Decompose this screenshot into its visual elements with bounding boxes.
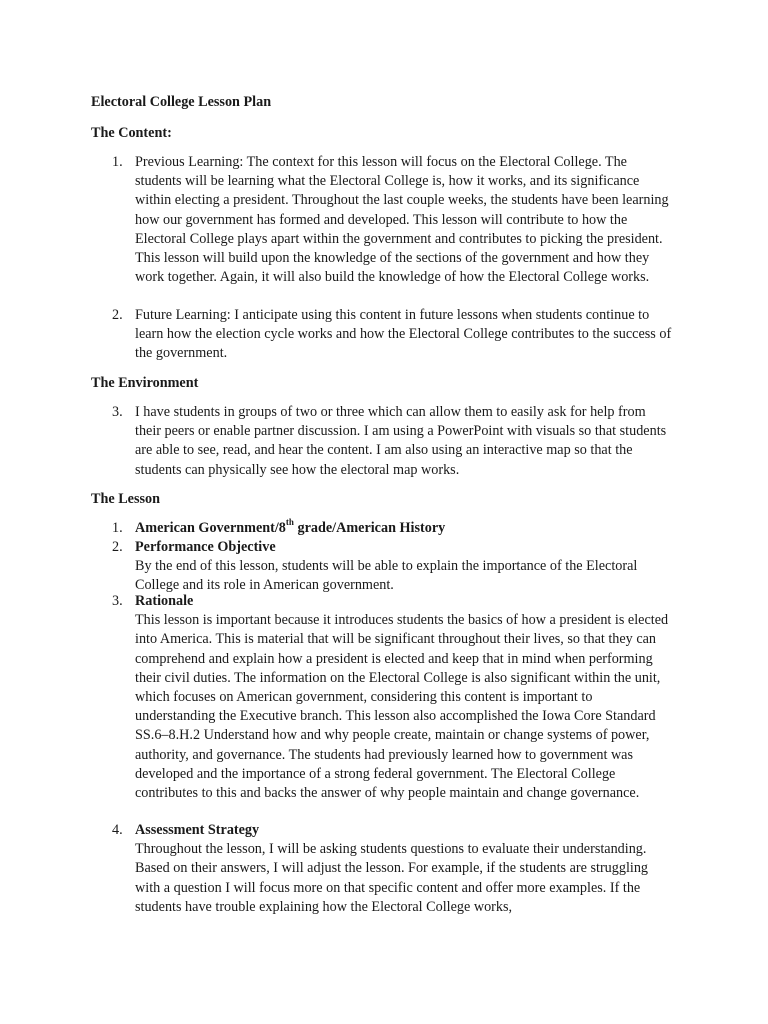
list-item	[112, 821, 672, 917]
list-item-body	[135, 592, 672, 803]
list-item-title: Performance Objective	[135, 539, 276, 555]
list-item-title: Assessment Strategy	[135, 822, 260, 838]
list-item	[112, 153, 672, 287]
list-item-text: Future Learning: I anticipate using this content in future lessons when students continue to learn how the election cycle works and how the Electoral College contributes to the success of the government.	[135, 307, 672, 362]
list-item-title: Rationale	[135, 593, 194, 609]
list-item-body	[135, 538, 672, 596]
title-text: American Government/8	[135, 520, 286, 536]
document-title: Electoral College Lesson Plan	[91, 94, 272, 110]
title-text: grade/American History	[293, 520, 446, 536]
list-item-text: Previous Learning: The context for this lesson will focus on the Electoral College. The students will be learning what the Electoral College is, how it works, and its significance within electing a president. Throughout the last couple weeks, the students have been learning how our government has formed and developed. This lesson will contribute to how the Electoral College plays apart within the government and contributes to picking the president. This lesson will build upon the knowledge of the sections of the government and how they work together. Again, it will also build the knowledge of how the Electoral College works.	[135, 154, 669, 286]
list-item	[112, 519, 672, 538]
section-heading-environment: The Environment	[91, 375, 199, 391]
list-item-text: By the end of this lesson, students will be able to explain the importance of the Electoral College and its role in American government.	[135, 558, 638, 594]
list-item	[112, 403, 672, 480]
title-superscript: th	[285, 517, 294, 528]
list-number: 2.	[112, 539, 123, 555]
list-item	[112, 306, 672, 364]
section-heading-content: The Content:	[91, 125, 172, 141]
list-number: 2.	[112, 307, 123, 323]
list-number: 1.	[112, 520, 123, 536]
list-item-body	[135, 821, 672, 917]
list-number: 3.	[112, 404, 123, 420]
section-heading-lesson: The Lesson	[91, 491, 160, 507]
list-number: 1.	[112, 154, 123, 170]
list-item	[112, 592, 672, 803]
list-number: 4.	[112, 822, 123, 838]
list-item-text: This lesson is important because it introduces students the basics of how a president is elected into America. This is material that will be significant throughout their lives, so that they can comprehend and explain how a president is elected and keep that in mind when performing their civil duties. The information on the Electoral College is also significant within the unit, which focuses on American government, considering this content is important to understanding the Executive branch. This lesson also accomplished the Iowa Core Standard SS.6–8.H.2 Understand how and why people create, maintain or change systems of power, authority, and governance. The students had previously learned how to government was developed and the importance of a strong federal government. The Electoral College contributes to this and backs the answer of why people maintain and change governance.	[135, 612, 669, 802]
list-item-text: I have students in groups of two or three which can allow them to easily ask for help from their peers or enable partner discussion. I am using a PowerPoint with visuals so that students are able to see, read, and hear the content. I am also using an interactive map so that the students can physically see how the electoral map works.	[135, 404, 667, 478]
list-item	[112, 538, 672, 596]
list-item-title	[135, 519, 672, 538]
list-number: 3.	[112, 593, 123, 609]
list-item-text: Throughout the lesson, I will be asking students questions to evaluate their understanding. Based on their answers, I will adjust the lesson. For example, if the students are struggling with a question I will focus more on that specific content and offer more examples. If the students have trouble explaining how the Electoral College works,	[135, 841, 649, 915]
